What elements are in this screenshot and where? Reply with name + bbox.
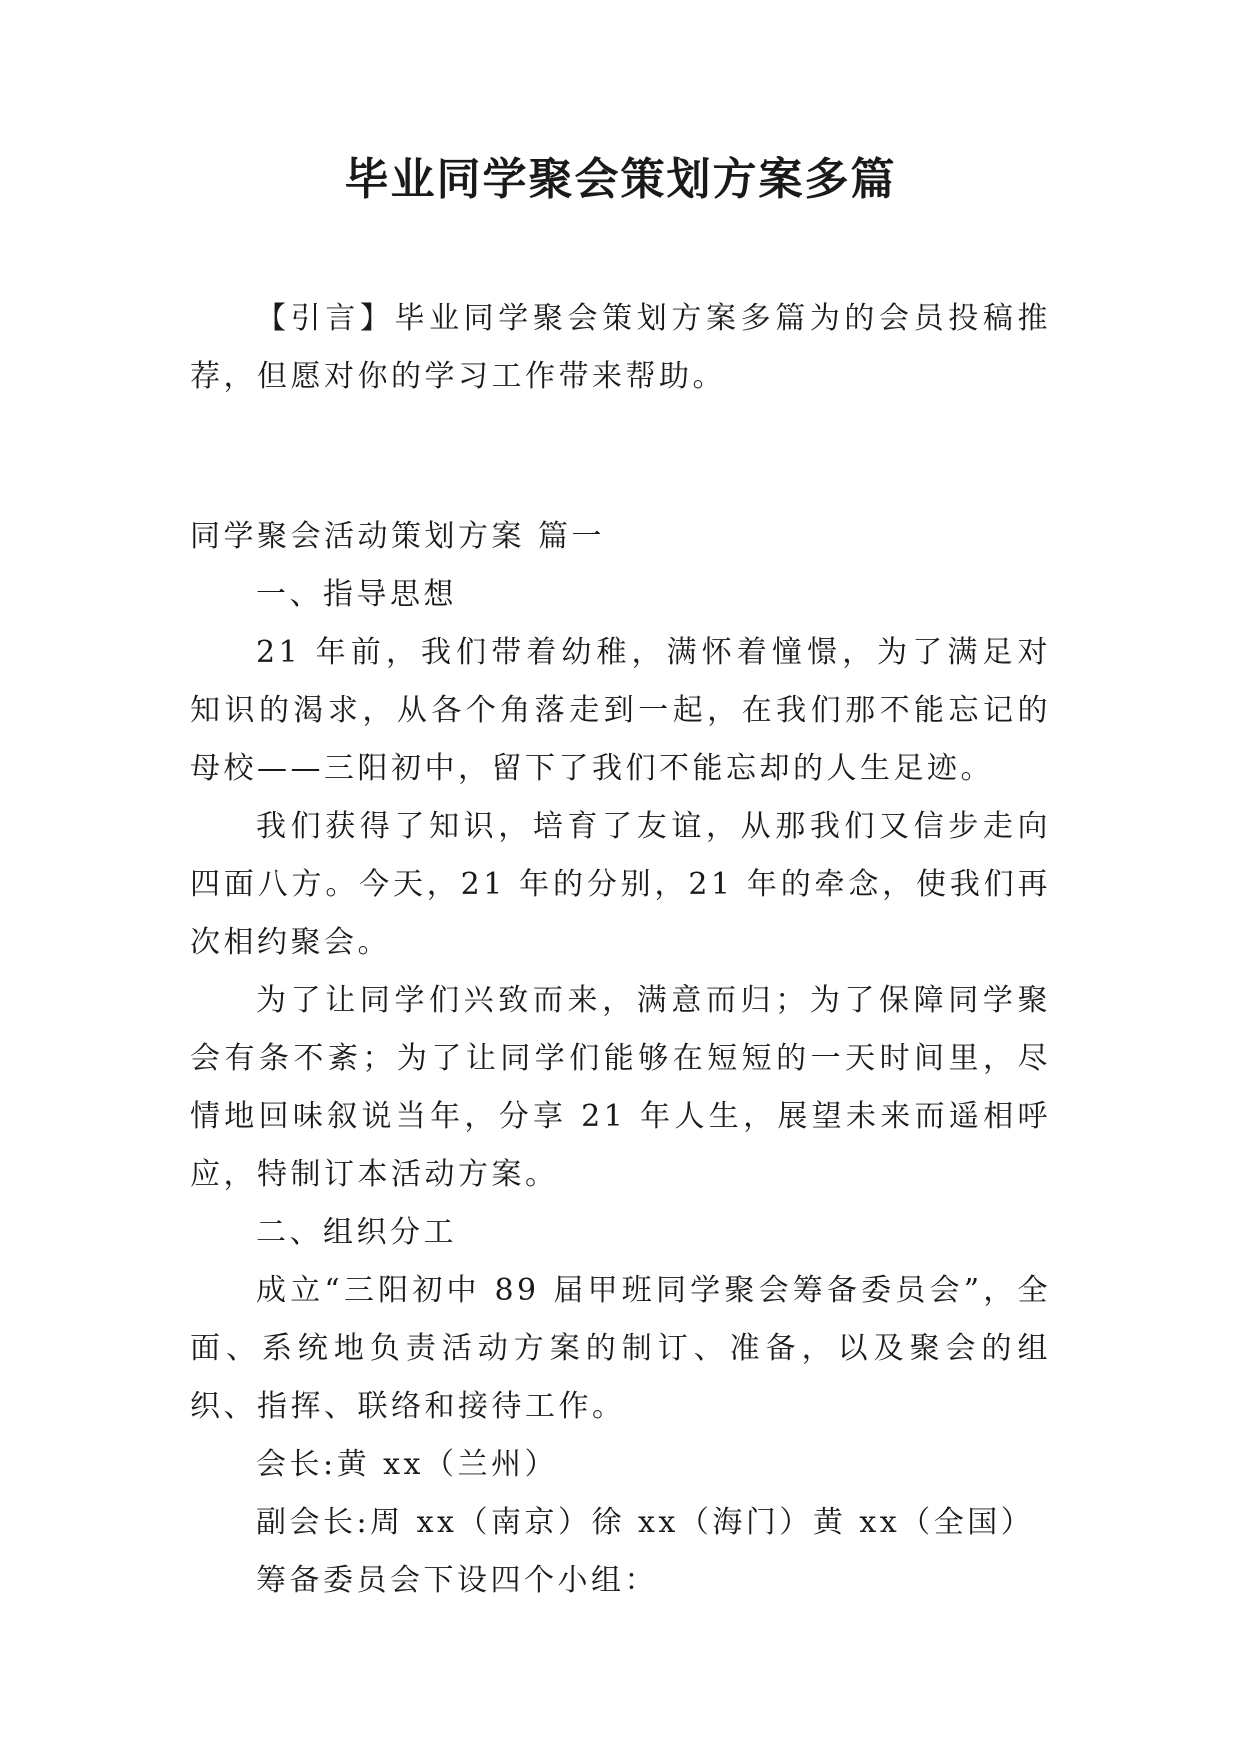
- heading-organization: 二、组织分工: [256, 1215, 457, 1250]
- vice-president-line: 副会长:周 xx（南京）徐 xx（海门）黄 xx（全国）: [256, 1505, 1035, 1540]
- body-paragraph: 成立“三阳初中 89 届甲班同学聚会筹备委员会”，全面、系统地负责活动方案的制订、准备，以及聚会的组织、指挥、联络和接待工作。: [190, 1273, 1051, 1424]
- committee-groups-line: 筹备委员会下设四个小组：: [256, 1563, 658, 1598]
- document-body: [190, 290, 1051, 1610]
- spacer: [190, 406, 1051, 508]
- body-paragraph: 为了让同学们兴致而来，满意而归；为了保障同学聚会有条不紊；为了让同学们能够在短短的一天时间里，尽情地回味叙说当年，分享 21 年人生，展望未来而遥相呼应，特制订本活动方案。: [190, 983, 1051, 1192]
- body-paragraph: 21 年前，我们带着幼稚，满怀着憧憬，为了满足对知识的渴求，从各个角落走到一起，在我们那不能忘记的母校——三阳初中，留下了我们不能忘却的人生足迹。: [190, 635, 1051, 786]
- body-paragraph: 我们获得了知识，培育了友谊，从那我们又信步走向四面八方。今天，21 年的分别，21 年的牵念，使我们再次相约聚会。: [190, 809, 1051, 960]
- document-title: 毕业同学聚会策划方案多篇: [344, 154, 897, 205]
- section-title: 同学聚会活动策划方案 篇一: [190, 519, 606, 554]
- president-line: 会长:黄 xx（兰州）: [256, 1447, 558, 1482]
- heading-guiding-ideology: 一、指导思想: [256, 577, 457, 612]
- intro-paragraph: 【引言】毕业同学聚会策划方案多篇为的会员投稿推荐，但愿对你的学习工作带来帮助。: [190, 301, 1051, 394]
